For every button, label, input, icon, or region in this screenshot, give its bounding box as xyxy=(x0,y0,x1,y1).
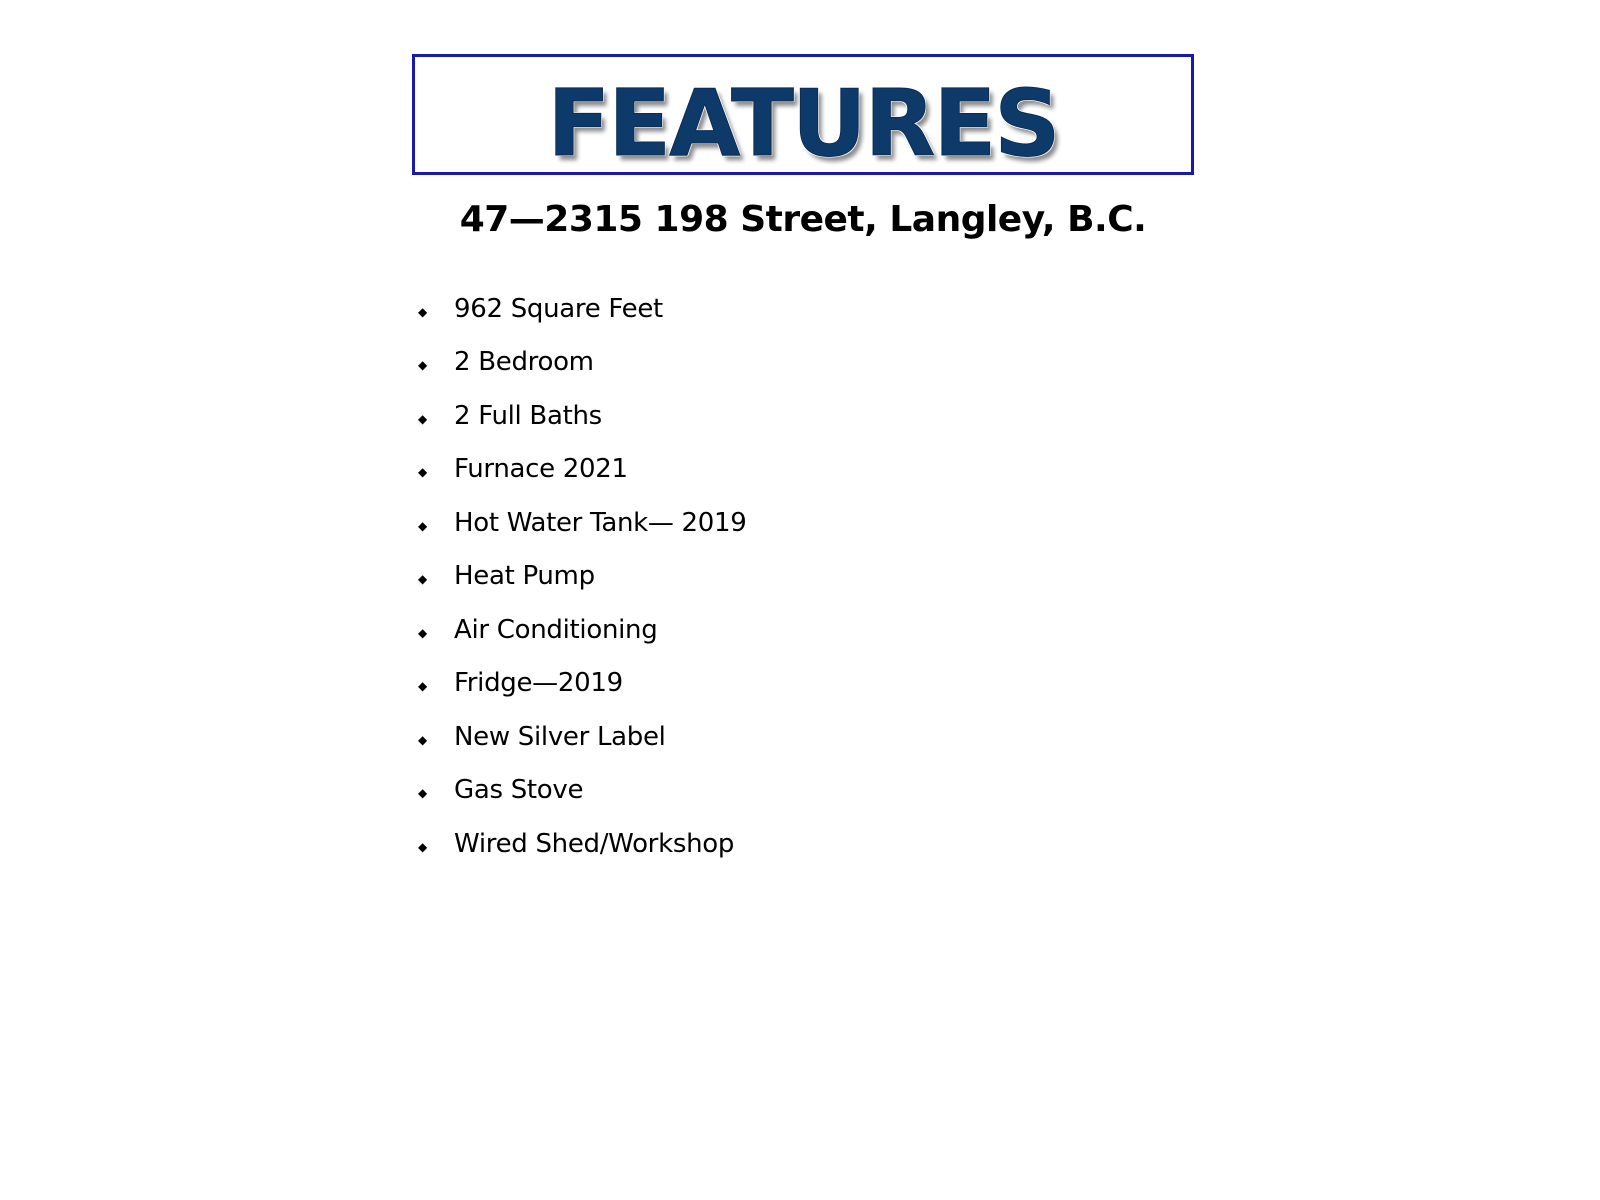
list-item xyxy=(418,657,747,711)
diamond-bullet-icon: ◆ xyxy=(418,786,428,801)
diamond-bullet-icon: ◆ xyxy=(418,358,428,373)
diamond-bullet-icon: ◆ xyxy=(418,304,428,319)
list-item xyxy=(418,764,747,818)
page-title: FEATURES xyxy=(547,70,1059,177)
diamond-bullet-icon: ◆ xyxy=(418,679,428,694)
list-item xyxy=(418,710,747,764)
feature-label: 2 Full Baths xyxy=(454,400,602,431)
title-box xyxy=(412,54,1194,175)
list-item xyxy=(418,336,747,390)
feature-label: 962 Square Feet xyxy=(454,293,663,324)
diamond-bullet-icon: ◆ xyxy=(418,625,428,640)
feature-label: Fridge—2019 xyxy=(454,668,623,699)
list-item xyxy=(418,550,747,604)
list-item xyxy=(418,603,747,657)
list-item xyxy=(418,496,747,550)
feature-label: 2 Bedroom xyxy=(454,347,594,378)
diamond-bullet-icon: ◆ xyxy=(418,411,428,426)
feature-label: New Silver Label xyxy=(454,721,666,752)
diamond-bullet-icon: ◆ xyxy=(418,572,428,587)
feature-label: Gas Stove xyxy=(454,775,584,806)
feature-label: Heat Pump xyxy=(454,561,595,592)
feature-label: Hot Water Tank— 2019 xyxy=(454,507,747,538)
diamond-bullet-icon: ◆ xyxy=(418,839,428,854)
diamond-bullet-icon: ◆ xyxy=(418,465,428,480)
list-item xyxy=(418,817,747,871)
property-address: 47—2315 198 Street, Langley, B.C. xyxy=(459,199,1147,240)
feature-label: Wired Shed/Workshop xyxy=(454,828,735,859)
list-item xyxy=(418,389,747,443)
feature-list xyxy=(418,282,747,871)
diamond-bullet-icon: ◆ xyxy=(418,732,428,747)
list-item xyxy=(418,443,747,497)
diamond-bullet-icon: ◆ xyxy=(418,518,428,533)
feature-label: Furnace 2021 xyxy=(454,454,628,485)
feature-label: Air Conditioning xyxy=(454,614,658,645)
list-item xyxy=(418,282,747,336)
